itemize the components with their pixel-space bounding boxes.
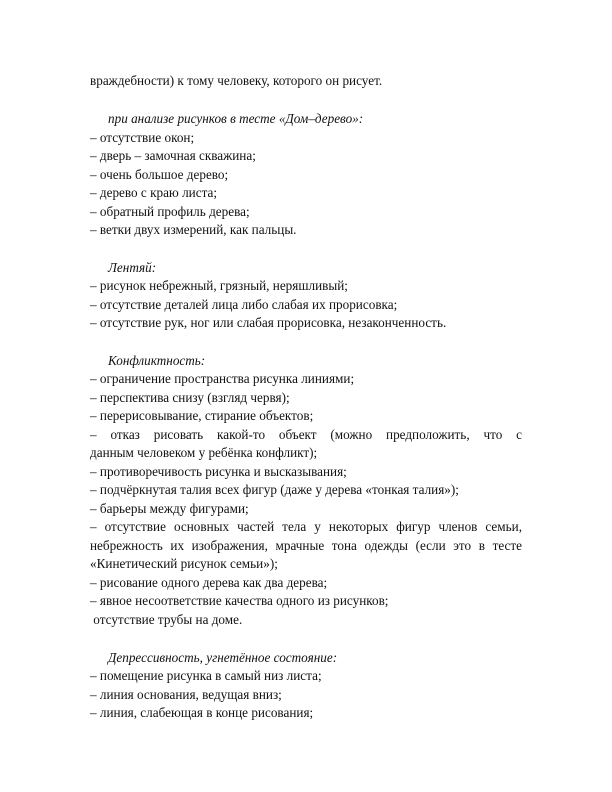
list-item: – линия, слабеющая в конце рисования; xyxy=(90,705,314,720)
list-item: – перспектива снизу (взгляд червя); xyxy=(90,390,290,405)
list-item: – ограничение пространства рисунка линиями; xyxy=(90,371,355,386)
section-heading-lazy: Лентяй: xyxy=(108,260,157,275)
list-item: – перерисовывание, стирание объектов; xyxy=(90,408,314,423)
section-heading-conflict: Конфликтность: xyxy=(108,353,206,368)
list-item: – противоречивость рисунка и высказывания; xyxy=(90,464,347,479)
list-item-continuation: данным человеком у ребёнка конфликт); xyxy=(90,445,318,460)
list-item: – отказ рисовать какой-то объект (можно предположить, что с xyxy=(90,427,522,442)
intro-line: враждебности) к тому человеку, которого он рисует. xyxy=(90,73,383,88)
list-item: – обратный профиль дерева; xyxy=(90,204,250,219)
list-item: – явное несоответствие качества одного из рисунков; xyxy=(90,593,389,608)
list-item: – рисунок небрежный, грязный, неряшливый; xyxy=(90,278,348,293)
list-item: – ветки двух измерений, как пальцы. xyxy=(90,222,297,237)
section-heading-house-tree: при анализе рисунков в тесте «Дом–дерево»: xyxy=(108,111,364,126)
list-item: – отсутствие окон; xyxy=(90,130,195,145)
list-item: – барьеры между фигурами; xyxy=(90,501,249,516)
list-item: – очень большое дерево; xyxy=(90,167,229,182)
list-item: – дерево с краю листа; xyxy=(90,185,218,200)
list-item: – отсутствие основных частей тела у некоторых фигур членов семьи, xyxy=(90,519,522,534)
list-item: – отсутствие деталей лица либо слабая их прорисовка; xyxy=(90,297,398,312)
list-item-continuation: небрежность их изображения, мрачные тона одежды (если это в тесте xyxy=(90,538,522,553)
section-heading-depression: Депрессивность, угнетённое состояние: xyxy=(108,650,338,665)
list-item: отсутствие трубы на доме. xyxy=(90,612,243,627)
list-item: – рисование одного дерева как два дерева; xyxy=(90,575,328,590)
list-item: – помещение рисунка в самый низ листа; xyxy=(90,668,322,683)
list-item: – линия основания, ведущая вниз; xyxy=(90,687,282,702)
list-item: – отсутствие рук, ног или слабая прорисовка, незаконченность. xyxy=(90,315,447,330)
list-item-continuation: «Кинетический рисунок семьи»); xyxy=(90,556,278,571)
list-item: – подчёркнутая талия всех фигур (даже у дерева «тонкая талия»); xyxy=(90,482,459,497)
list-item: – дверь – замочная скважина; xyxy=(90,148,256,163)
